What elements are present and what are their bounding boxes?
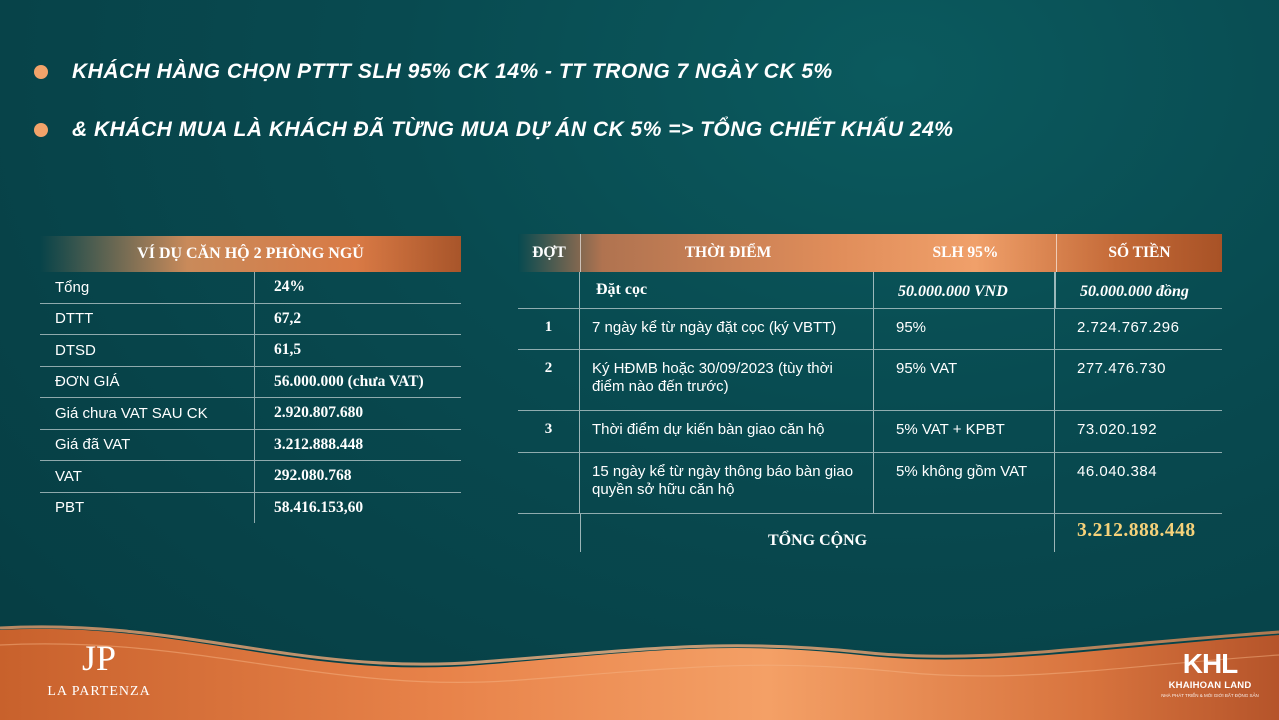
row-value: 58.416.153,60	[274, 498, 364, 516]
bullet-dot-icon	[34, 65, 48, 79]
row-dot	[518, 453, 580, 513]
row-dot: 2	[518, 350, 580, 410]
row-value: 56.000.000 (chưa VAT)	[274, 372, 424, 390]
row-value: 24%	[274, 278, 305, 296]
table-row	[40, 461, 461, 493]
row-value: 61,5	[274, 341, 302, 359]
brand-tagline: NHÀ PHÁT TRIỂN & MÔI GIỚI BẤT ĐỘNG SẢN	[1161, 693, 1259, 698]
header-amount: SỐ TIỀN	[1108, 244, 1171, 261]
row-label: Giá chưa VAT SAU CK	[40, 398, 255, 429]
row-slh	[874, 514, 1055, 552]
table-row	[40, 398, 461, 430]
row-label: Giá đã VAT	[40, 430, 255, 461]
row-slh: 5% không gồm VAT	[874, 453, 1055, 513]
row-dot: 3	[518, 411, 580, 452]
row-label: ĐƠN GIÁ	[40, 367, 255, 398]
row-amount: 50.000.000 đồng	[1055, 272, 1222, 308]
row-amount: 73.020.192	[1077, 421, 1158, 438]
table-row	[40, 430, 461, 462]
row-value: 3.212.888.448	[274, 435, 364, 453]
bullet-line-1	[34, 60, 833, 84]
table-row-total	[518, 514, 1222, 552]
row-label: DTTT	[40, 304, 255, 335]
table-row	[518, 350, 1222, 411]
brand-name: LA PARTENZA	[47, 684, 151, 699]
table-row	[518, 453, 1222, 514]
row-slh: 50.000.000 VND	[874, 272, 1055, 308]
row-slh: 95%	[874, 309, 1055, 349]
table-row	[518, 411, 1222, 453]
row-label: VAT	[40, 461, 255, 492]
table-row	[518, 309, 1222, 350]
bullet-text: & KHÁCH MUA LÀ KHÁCH ĐÃ TỪNG MUA DỰ ÁN CK 5% => TỔNG CHIẾT KHẤU 24%	[72, 118, 954, 141]
row-label: DTSD	[40, 335, 255, 366]
total-label: TỔNG CỘNG	[768, 532, 868, 549]
la-partenza-logo	[40, 640, 158, 700]
header-time: THỜI ĐIỂM	[684, 244, 772, 261]
table-row	[40, 493, 461, 524]
row-label: PBT	[40, 493, 255, 524]
example-table-title: VÍ DỤ CĂN HỘ 2 PHÒNG NGỦ	[40, 236, 461, 272]
table-row	[40, 272, 461, 304]
row-time: Ký HĐMB hoặc 30/09/2023 (tùy thời điểm nào đến trước)	[580, 350, 874, 410]
row-amount: 46.040.384	[1077, 463, 1158, 480]
row-dot	[518, 514, 580, 552]
khaihoan-land-logo	[1140, 650, 1279, 698]
row-time: 15 ngày kể từ ngày thông báo bàn giao quyền sở hữu căn hộ	[580, 453, 874, 513]
row-time: 7 ngày kể từ ngày đặt cọc (ký VBTT)	[580, 309, 874, 349]
row-time: Đặt cọc	[580, 272, 874, 308]
bullet-line-2	[34, 118, 953, 142]
row-value: 2.920.807.680	[274, 404, 364, 422]
row-value: 67,2	[274, 309, 302, 327]
header-dot: ĐỢT	[518, 234, 581, 272]
row-slh: 95% VAT	[874, 350, 1055, 410]
row-amount: 2.724.767.296	[1077, 319, 1180, 336]
brand-name: KHAIHOAN LAND	[1168, 680, 1252, 691]
payment-schedule-table	[518, 234, 1222, 552]
row-value: 292.080.768	[274, 467, 352, 485]
row-slh: 5% VAT + KPBT	[874, 411, 1055, 452]
table-row	[40, 367, 461, 399]
table-row-deposit	[518, 272, 1222, 309]
schedule-header	[518, 234, 1222, 272]
row-dot: 1	[518, 309, 580, 349]
table-row	[40, 335, 461, 367]
table-row	[40, 304, 461, 336]
header-slh: SLH 95%	[875, 234, 1057, 272]
khl-mark-icon: KHL	[1182, 648, 1238, 679]
row-amount: 277.476.730	[1077, 360, 1166, 377]
example-table	[40, 236, 461, 523]
row-label: Tổng	[40, 272, 255, 303]
bullet-dot-icon	[34, 123, 48, 137]
monogram-icon: JP	[81, 638, 117, 678]
row-dot	[518, 272, 580, 308]
bottom-wave-decoration	[0, 610, 1279, 720]
bullet-text: KHÁCH HÀNG CHỌN PTTT SLH 95% CK 14% - TT TRONG 7 NGÀY CK 5%	[72, 60, 833, 83]
total-value: 3.212.888.448	[1077, 520, 1196, 541]
row-time: Thời điểm dự kiến bàn giao căn hộ	[580, 411, 874, 452]
